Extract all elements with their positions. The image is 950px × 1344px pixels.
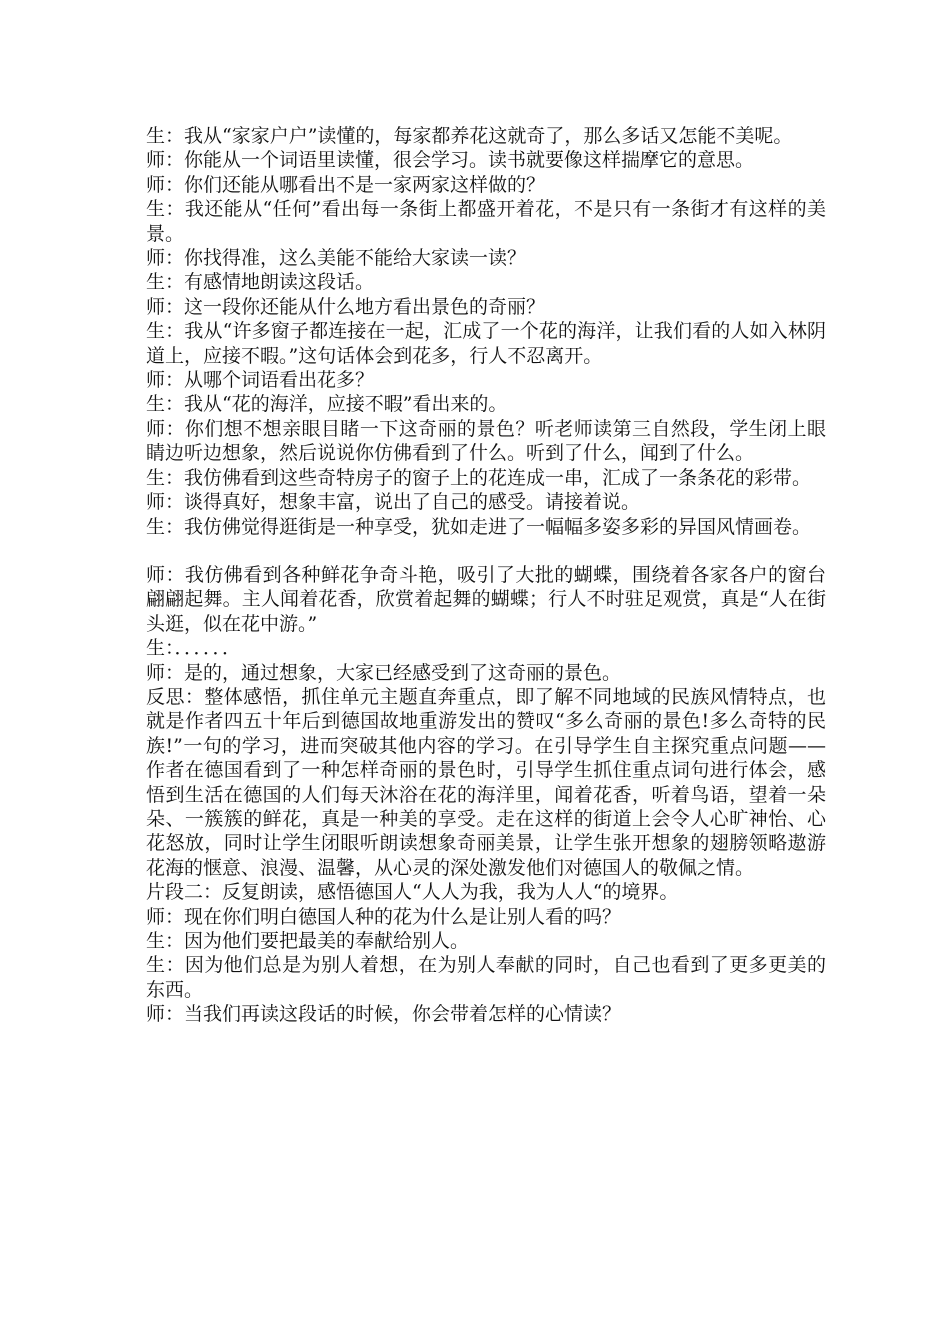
paragraph: 师：你们还能从哪看出不是一家两家这样做的？ xyxy=(146,173,546,196)
document-body xyxy=(146,124,826,1027)
paragraph: 生：．．．．．． xyxy=(146,637,242,660)
paragraph: 师：这一段你还能从什么地方看出景色的奇丽？ xyxy=(146,295,546,318)
paragraph: 师：谈得真好，想象丰富，说出了自己的感受。请接着说。 xyxy=(146,491,641,514)
blank-line xyxy=(146,539,826,563)
paragraph: 师：我仿佛看到各种鲜花争奇斗艳，吸引了大批的蝴蝶，围绕着各家各户的窗台翩翩起舞。主人闻着花香，欣赏着起舞的蝴蝶；行人不时驻足观赏，真是“人在街头逛，似在花中游。” xyxy=(146,563,826,635)
section-heading: 片段二：反复朗读，感悟德国人“人人为我，我为人人“的境界。 xyxy=(146,881,679,904)
paragraph: 生：因为他们总是为别人着想，在为别人奉献的同时，自己也看到了更多更美的东西。 xyxy=(146,954,826,1001)
paragraph: 师：是的，通过想象，大家已经感受到了这奇丽的景色。 xyxy=(146,661,622,684)
paragraph: 师：现在你们明白德国人种的花为什么是让别人看的吗？ xyxy=(146,905,622,928)
paragraph: 生：有感情地朗读这段话。 xyxy=(146,271,375,294)
paragraph: 师：你找得准，这么美能不能给大家读一读？ xyxy=(146,247,527,270)
paragraph: 生：我仿佛觉得逛街是一种享受，犹如走进了一幅幅多姿多彩的异国风情画卷。 xyxy=(146,515,812,538)
paragraph: 师：从哪个词语看出花多？ xyxy=(146,369,375,392)
paragraph: 师：你们想不想亲眼目睹一下这奇丽的景色？听老师读第三自然段，学生闭上眼睛边听边想象，然后说说你仿佛看到了什么。听到了什么，闻到了什么。 xyxy=(146,417,826,465)
reflection-paragraph: 反思：整体感悟，抓住单元主题直奔重点，即了解不同地域的民族风情特点，也就是作者四五十年后到德国故地重游发出的赞叹“多么奇丽的景色!多么奇特的民族!”一句的学习，进而突破其他内容的学习。在引导学生自主探究重点问题——作者在德国看到了一种怎样奇丽的景色时，引导学生抓住重点词句进行体会，感悟到生活在德国的人们每天沐浴在花的海洋里，闻着花香，听着鸟语，望着一朵朵、一簇簇的鲜花，真是一种美的享受。走在这样的街道上会令人心旷神怡、心花怒放，同时让学生闭眼听朗读想象奇丽美景，让学生张开想象的翅膀领略遨游花海的惬意、浪漫、温馨，从心灵的深处激发他们对德国人的敬佩之情。 xyxy=(146,685,826,879)
paragraph: 生：我仿佛看到这些奇特房子的窗子上的花连成一串，汇成了一条条花的彩带。 xyxy=(146,466,812,489)
paragraph: 师：你能从一个词语里读懂，很会学习。读书就要像这样揣摩它的意思。 xyxy=(146,149,755,172)
paragraph: 生：我从“花的海洋，应接不暇”看出来的。 xyxy=(146,393,508,416)
paragraph: 生：我还能从“任何”看出每一条街上都盛开着花，不是只有一条街才有这样的美景。 xyxy=(146,198,826,245)
paragraph: 师：当我们再读这段话的时候，你会带着怎样的心情读？ xyxy=(146,1003,622,1026)
paragraph: 生：我从“许多窗子都连接在一起，汇成了一个花的海洋，让我们看的人如入林阴道上，应接不暇。”这句话体会到花多，行人不忍离开。 xyxy=(146,320,826,367)
paragraph: 生：我从“家家户户”读懂的，每家都养花这就奇了，那么多话又怎能不美呢。 xyxy=(146,125,793,147)
paragraph: 生：因为他们要把最美的奉献给别人。 xyxy=(146,930,470,952)
